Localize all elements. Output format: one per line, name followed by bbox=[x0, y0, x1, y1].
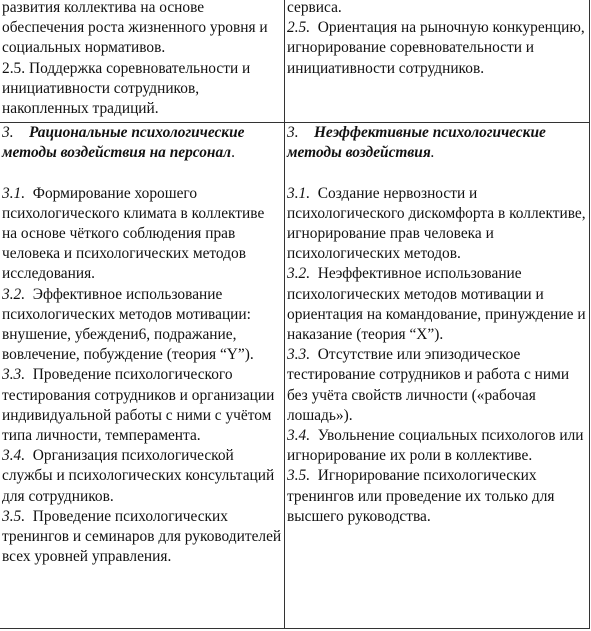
list-item bbox=[2, 184, 282, 285]
item-number: 2.5. bbox=[287, 19, 311, 37]
item-text: Поддержка соревновательности и инициативности сотрудников, накопленных традиций. bbox=[2, 59, 255, 118]
list-item bbox=[2, 507, 286, 568]
item-number: 3.1. bbox=[287, 184, 311, 202]
item-text: Увольнение социальных психологов или игнорирование их роли в коллективе. bbox=[287, 427, 588, 465]
heading-end: . bbox=[231, 144, 235, 162]
heading-number: 3. bbox=[287, 124, 299, 141]
item-number: 3.2. bbox=[287, 265, 311, 283]
table-row bbox=[0, 0, 590, 123]
item-text: Проведение психологических тренингов и семинаров для руководителей всех уровней управления. bbox=[2, 507, 286, 566]
list-item bbox=[287, 345, 587, 426]
item-text: Неэффективное использование психологических методов мотивации и ориентация на командование, принуждение и наказание (теория “X”). bbox=[287, 265, 590, 344]
table-cell-top-right bbox=[285, 0, 590, 123]
heading-text: Рациональные психологические методы воздействия на персонал bbox=[2, 124, 249, 162]
blank-line bbox=[287, 163, 587, 183]
heading-end: . bbox=[430, 144, 435, 162]
item-text: Эффективное использование психологических методов мотивации: внушение, убеждени6, подражание, вовлечение, побуждение (теория “Y”). bbox=[2, 285, 255, 364]
heading-number: 3. bbox=[2, 124, 14, 141]
section-heading bbox=[2, 123, 282, 163]
item-number: 3.1. bbox=[2, 184, 26, 202]
item-number: 3.2. bbox=[2, 285, 26, 303]
section-heading bbox=[287, 123, 587, 163]
table-row bbox=[0, 123, 590, 629]
list-item bbox=[2, 59, 282, 120]
item-number: 3.5. bbox=[287, 467, 311, 485]
list-item bbox=[287, 18, 587, 79]
item-text: Формирование хорошего психологического климата в коллективе на основе чёткого соблюдения прав человека и психологических методов исследования. bbox=[2, 184, 269, 283]
table-cell-bottom-right bbox=[285, 123, 590, 629]
item-text: Отсутствие или эпизодическое тестирование сотрудников и работа с ними без учёта свойств личности («рабочая лошадь»). bbox=[287, 346, 573, 424]
item-number: 3.4. bbox=[2, 447, 26, 465]
item-number: 3.5. bbox=[2, 507, 26, 525]
item-text: Игнорирование психологических тренингов или проведение их только для высшего руководства. bbox=[287, 467, 559, 525]
item-text: Создание нервозности и психологического дискомфорта в коллективе, игнорирование прав человека и психологических методов. bbox=[287, 184, 590, 263]
item-number: 3.4. bbox=[287, 427, 311, 445]
list-item bbox=[287, 466, 587, 527]
item-text: Организация психологической службы и психологических консультаций для сотрудников. bbox=[2, 447, 279, 505]
list-item bbox=[2, 285, 282, 366]
heading-text: Неэффективные психологические методы воздействия bbox=[287, 124, 550, 162]
item-text: Проведение психологического тестирования сотрудников и организации индивидуальной работы с ними с учётом типа личности, темперамента. bbox=[2, 366, 279, 445]
cell-text-continuation: развития коллектива на основе обеспечения роста жизненного уровня и социальных нормативов. bbox=[2, 0, 268, 57]
table-cell-top-left bbox=[0, 0, 285, 123]
list-item bbox=[2, 446, 282, 507]
cell-text-continuation: сервиса. bbox=[287, 0, 342, 16]
item-text: Ориентация на рыночную конкуренцию, игнорирование соревновательности и инициативности сотрудников. bbox=[287, 19, 589, 77]
list-item bbox=[287, 426, 587, 466]
list-item bbox=[287, 184, 590, 265]
item-number: 3.3. bbox=[287, 346, 311, 364]
list-item bbox=[287, 264, 590, 345]
item-number: 3.3. bbox=[2, 366, 26, 384]
table-cell-bottom-left bbox=[0, 123, 285, 629]
item-number: 2.5. bbox=[2, 59, 26, 77]
blank-line bbox=[2, 163, 282, 183]
list-item bbox=[2, 365, 282, 446]
